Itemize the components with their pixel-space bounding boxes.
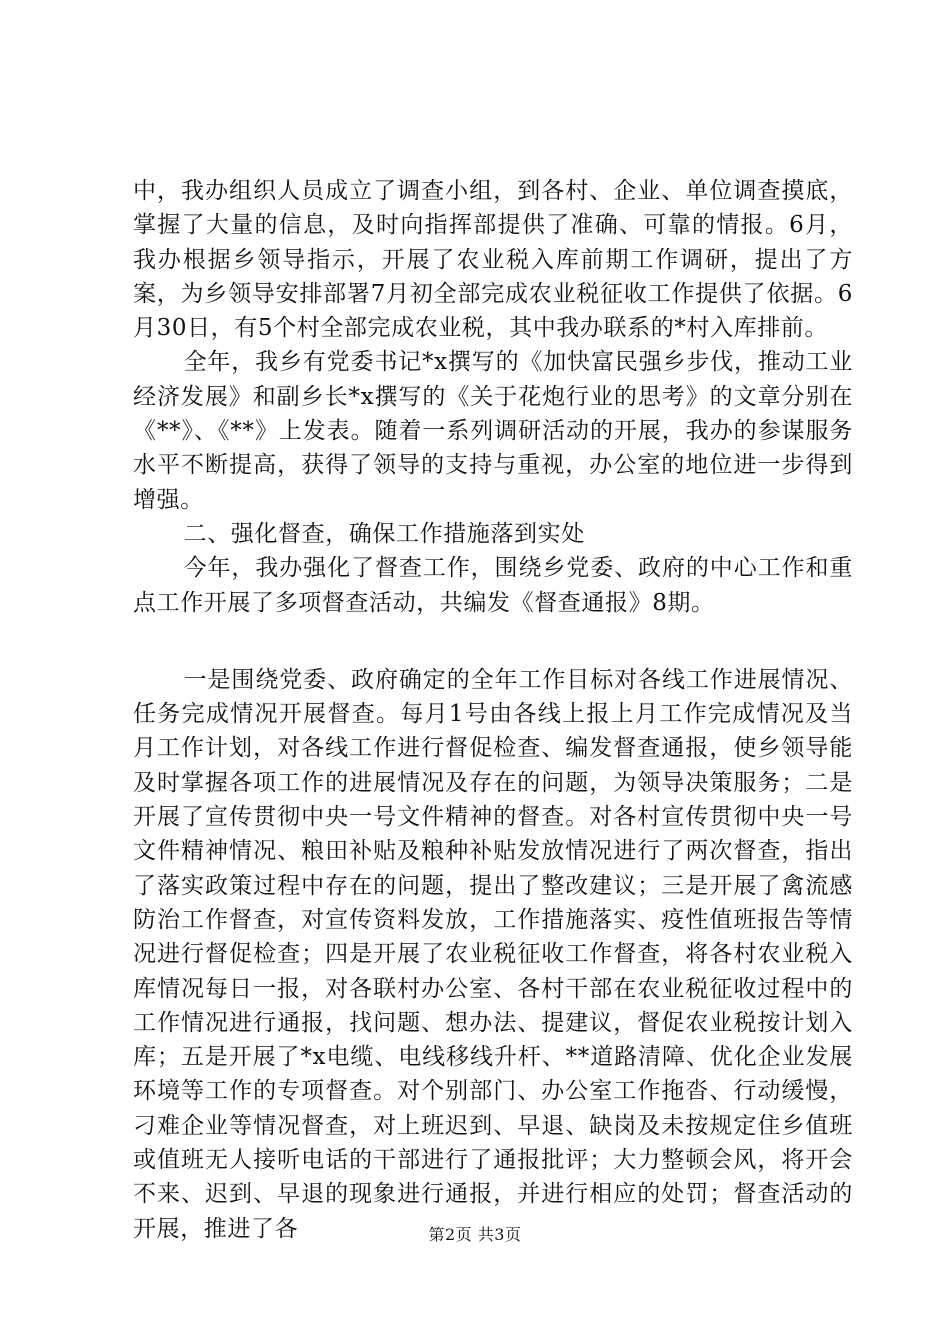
section-heading: 二、强化督查，确保工作措施落到实处: [183, 520, 585, 547]
paragraph-continuation: 中，我办组织人员成立了调查小组，到各村、企业、单位调查摸底，掌握了大量的信息，及时向指挥部提供了准确、可靠的情报。6月，我办根据乡领导指示，开展了农业税入库前期工作调研，提出了方案，为乡领导安排部署7月初全部完成农业税征收工作提供了依据。6月30日，有5个村全部完成农业税，其中我办联系的*村入库排前。: [133, 178, 853, 342]
page-footer: 第2页 共3页: [428, 1225, 522, 1244]
document-body: [133, 174, 853, 1246]
paragraph-publications: 全年，我乡有党委书记*x撰写的《加快富民强乡步伐，推动工业经济发展》和副乡长*x撰写的《关于花炮行业的思考》的文章分别在《**》、《**》上发表。随着一系列调研活动的开展，我办的参谋服务水平不断提高，获得了领导的支持与重视，办公室的地位进一步得到增强。: [133, 349, 853, 513]
paragraph-supervision-intro: 今年，我办强化了督查工作，围绕乡党委、政府的中心工作和重点工作开展了多项督查活动，共编发《督查通报》8期。: [133, 555, 853, 616]
paragraph-supervision-details: 一是围绕党委、政府确定的全年工作目标对各线工作进展情况、任务完成情况开展督查。每月1号由各线上报上月工作完成情况及当月工作计划，对各线工作进行督促检查、编发督查通报，使乡领导能及时掌握各项工作的进展情况及存在的问题，为领导决策服务；二是开展了宣传贯彻中央一号文件精神的督查。对各村宣传贯彻中央一号文件精神情况、粮田补贴及粮种补贴发放情况进行了两次督查，指出了落实政策过程中存在的问题，提出了整改建议；三是开展了禽流感防治工作督查，对宣传资料发放，工作措施落实、疫性值班报告等情况进行督促检查；四是开展了农业税征收工作督查，将各村农业税入库情况每日一报，对各联村办公室、各村干部在农业税征收过程中的工作情况进行通报，找问题、想办法、提建议，督促农业税按计划入库；五是开展了*x电缆、电线移线升杆、**道路清障、优化企业发展环境等工作的专项督查。对个别部门、办公室工作拖沓、行动缓慢，刁难企业等情况督查，对上班迟到、早退、缺岗及未按规定住乡值班或值班无人接听电话的干部进行了通报批评；大力整顿会风，将开会不来、迟到、早退的现象进行通报，并进行相应的处罚；督查活动的开展，推进了各: [133, 666, 853, 1242]
